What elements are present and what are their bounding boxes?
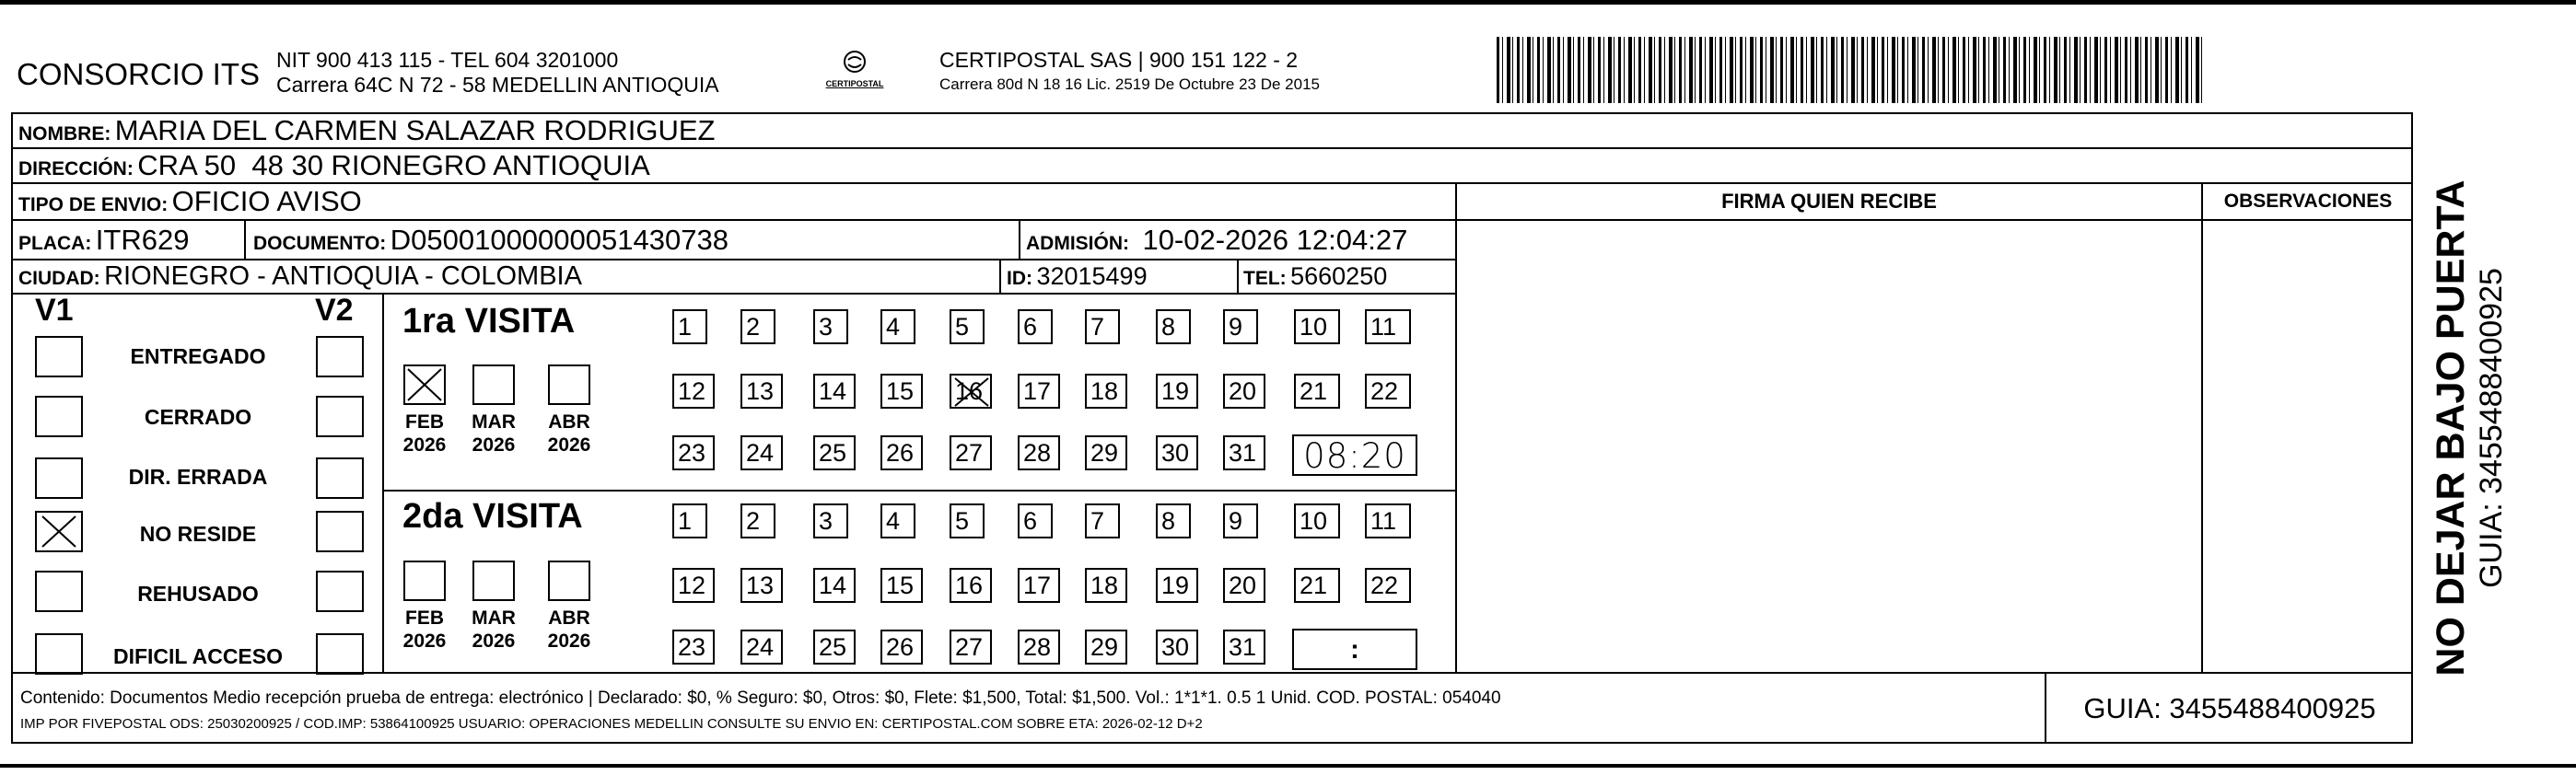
observaciones-header: OBSERVACIONES bbox=[2223, 191, 2393, 212]
month-label bbox=[466, 607, 521, 653]
month-label bbox=[542, 607, 597, 653]
row-line bbox=[11, 293, 1457, 295]
ciudad-label: CIUDAD: bbox=[18, 268, 100, 289]
v1-checkbox[interactable] bbox=[35, 457, 83, 499]
second-visit-title: 2da VISITA bbox=[402, 497, 583, 536]
day-box[interactable]: 27 bbox=[950, 435, 992, 470]
day-box[interactable]: 13 bbox=[740, 374, 783, 409]
tipo-label: TIPO DE ENVIO: bbox=[18, 194, 169, 215]
month-checkbox[interactable] bbox=[548, 364, 590, 405]
day-box[interactable]: 30 bbox=[1156, 435, 1198, 470]
admision-value: 10-02-2026 12:04:27 bbox=[1142, 224, 1408, 256]
month-name: FEB bbox=[405, 411, 444, 433]
second-visit-time-value: : bbox=[1350, 635, 1359, 665]
day-box[interactable]: 14 bbox=[813, 374, 856, 409]
day-box[interactable]: 4 bbox=[880, 309, 915, 344]
v2-checkbox[interactable] bbox=[316, 511, 364, 552]
day-box[interactable]: 9 bbox=[1223, 503, 1258, 538]
day-box[interactable]: 25 bbox=[813, 435, 856, 470]
day-box[interactable]: 25 bbox=[813, 630, 856, 665]
col-line bbox=[244, 219, 246, 259]
day-box[interactable]: 29 bbox=[1085, 435, 1127, 470]
nombre-row bbox=[18, 112, 715, 147]
v1-checkbox[interactable] bbox=[35, 633, 83, 675]
day-box[interactable]: 20 bbox=[1223, 568, 1265, 603]
month-year: 2026 bbox=[402, 434, 447, 456]
v2-checkbox[interactable] bbox=[316, 633, 364, 675]
footer-contenido: Contenido: Documentos Medio recepción prueba de entrega: electrónico | Declarado: $0, % Seguro: $0, Otros: $0, Flete: $1,500, Total: $1,500. Vol.: 1*1*1. 0.5 1 Unid. COD. POSTAL: 054040 bbox=[20, 688, 1501, 708]
col-line bbox=[999, 259, 1001, 293]
day-box[interactable]: 1 bbox=[672, 309, 707, 344]
v2-checkbox[interactable] bbox=[316, 457, 364, 499]
day-box[interactable]: 16 bbox=[950, 374, 992, 409]
day-box[interactable]: 9 bbox=[1223, 309, 1258, 344]
side-guia-text: GUIA: 3455488400925 bbox=[2474, 268, 2509, 588]
v2-heading: V2 bbox=[315, 293, 354, 328]
day-box[interactable]: 29 bbox=[1085, 630, 1127, 665]
carrier-logo-text: CERTIPOSTAL bbox=[825, 79, 884, 88]
day-box[interactable]: 24 bbox=[740, 630, 783, 665]
v2-checkbox[interactable] bbox=[316, 571, 364, 612]
month-name: MAR bbox=[472, 607, 516, 629]
documento-value: D05001000000051430738 bbox=[390, 224, 729, 256]
tel-cell bbox=[1243, 259, 1387, 293]
day-box[interactable]: 11 bbox=[1365, 309, 1411, 344]
tel-value: 5660250 bbox=[1290, 262, 1388, 290]
status-label: CERRADO bbox=[144, 405, 252, 429]
carrier-address: Carrera 80d N 18 16 Lic. 2519 De Octubre 23 De 2015 bbox=[939, 75, 1320, 93]
col-line bbox=[2201, 182, 2203, 672]
no-dejar-text: NO DEJAR BAJO PUERTA bbox=[2429, 179, 2473, 677]
v1-heading: V1 bbox=[35, 293, 74, 328]
month-year: 2026 bbox=[547, 434, 591, 456]
col-line bbox=[1455, 182, 1457, 672]
day-box[interactable]: 22 bbox=[1365, 568, 1411, 603]
carrier-logo bbox=[818, 46, 892, 101]
status-label: ENTREGADO bbox=[130, 344, 266, 368]
day-box[interactable]: 7 bbox=[1085, 503, 1120, 538]
day-box[interactable]: 27 bbox=[950, 630, 992, 665]
v1-checkbox[interactable] bbox=[35, 336, 83, 377]
day-box[interactable]: 31 bbox=[1223, 435, 1265, 470]
day-box[interactable]: 18 bbox=[1085, 568, 1127, 603]
day-box[interactable]: 12 bbox=[672, 568, 715, 603]
checked-x-icon bbox=[951, 376, 992, 409]
day-box[interactable]: 14 bbox=[813, 568, 856, 603]
footer-guia: GUIA: 3455488400925 bbox=[2083, 692, 2376, 724]
day-box[interactable]: 10 bbox=[1294, 309, 1340, 344]
month-year: 2026 bbox=[472, 630, 516, 652]
placa-label: PLACA: bbox=[18, 233, 92, 254]
direccion-row bbox=[18, 147, 650, 182]
status-label: DIR. ERRADA bbox=[128, 465, 268, 489]
day-box[interactable]: 15 bbox=[880, 374, 923, 409]
second-visit-time[interactable] bbox=[1292, 629, 1417, 670]
day-box[interactable]: 6 bbox=[1018, 309, 1053, 344]
col-line bbox=[1237, 259, 1239, 293]
v2-checkbox[interactable] bbox=[316, 396, 364, 437]
placa-cell bbox=[18, 219, 189, 259]
tel-label: TEL: bbox=[1243, 268, 1287, 289]
month-checkbox[interactable] bbox=[403, 364, 446, 405]
day-box[interactable]: 3 bbox=[813, 309, 848, 344]
day-box[interactable]: 11 bbox=[1365, 503, 1411, 538]
day-box[interactable]: 3 bbox=[813, 503, 848, 538]
bottom-rule bbox=[0, 764, 2576, 768]
day-box[interactable]: 17 bbox=[1018, 374, 1060, 409]
month-year: 2026 bbox=[547, 630, 591, 652]
id-value: 32015499 bbox=[1036, 262, 1148, 290]
day-box[interactable]: 23 bbox=[672, 435, 715, 470]
day-box[interactable]: 5 bbox=[950, 503, 985, 538]
day-box[interactable]: 19 bbox=[1156, 568, 1198, 603]
top-rule bbox=[0, 0, 2576, 5]
carrier-logo-icon bbox=[818, 46, 892, 101]
first-visit-time-value: 08:20 bbox=[1303, 436, 1406, 476]
day-box[interactable]: 30 bbox=[1156, 630, 1198, 665]
v1-checkbox[interactable] bbox=[35, 511, 83, 552]
day-box[interactable]: 17 bbox=[1018, 568, 1060, 603]
id-label: ID: bbox=[1007, 268, 1032, 289]
month-year: 2026 bbox=[402, 630, 447, 652]
day-box[interactable]: 26 bbox=[880, 630, 923, 665]
day-box[interactable]: 18 bbox=[1085, 374, 1127, 409]
month-year: 2026 bbox=[472, 434, 516, 456]
day-box[interactable]: 8 bbox=[1156, 309, 1191, 344]
checked-x-icon bbox=[405, 366, 444, 403]
month-checkbox[interactable] bbox=[472, 364, 515, 405]
month-name: ABR bbox=[548, 411, 590, 433]
day-box[interactable]: 21 bbox=[1294, 568, 1340, 603]
day-box[interactable]: 8 bbox=[1156, 503, 1191, 538]
v1-checkbox[interactable] bbox=[35, 396, 83, 437]
first-visit-title: 1ra VISITA bbox=[402, 302, 576, 341]
col-line bbox=[1019, 219, 1020, 259]
day-box[interactable]: 13 bbox=[740, 568, 783, 603]
carrier-line: CERTIPOSTAL SAS | 900 151 122 - 2 bbox=[939, 48, 1299, 72]
direccion-label: DIRECCIÓN: bbox=[18, 158, 134, 179]
month-checkbox[interactable] bbox=[548, 561, 590, 601]
nombre-value: MARIA DEL CARMEN SALAZAR RODRIGUEZ bbox=[114, 114, 716, 146]
tipo-row bbox=[18, 182, 362, 219]
day-box[interactable]: 16 bbox=[950, 568, 992, 603]
nombre-label: NOMBRE: bbox=[18, 123, 111, 145]
day-box[interactable]: 28 bbox=[1018, 435, 1060, 470]
footer-imp: IMP POR FIVEPOSTAL ODS: 25030200925 / COD.IMP: 53864100925 USUARIO: OPERACIONES MEDELLIN CONSULTE SU ENVIO EN: CERTIPOSTAL.COM SOBRE ETA: 2026-02-12 D+2 bbox=[20, 716, 1203, 732]
month-label bbox=[542, 411, 597, 457]
month-label bbox=[466, 411, 521, 457]
firma-header: FIRMA QUIEN RECIBE bbox=[1721, 190, 1937, 213]
documento-label: DOCUMENTO: bbox=[253, 233, 387, 254]
day-box[interactable]: 24 bbox=[740, 435, 783, 470]
month-name: MAR bbox=[472, 411, 516, 433]
visit-divider bbox=[382, 490, 1457, 492]
day-box[interactable]: 2 bbox=[740, 309, 775, 344]
day-box[interactable]: 28 bbox=[1018, 630, 1060, 665]
company-address: Carrera 64C N 72 - 58 MEDELLIN ANTIOQUIA bbox=[276, 73, 719, 97]
status-label: REHUSADO bbox=[137, 582, 259, 606]
day-box[interactable]: 22 bbox=[1365, 374, 1411, 409]
day-box[interactable]: 5 bbox=[950, 309, 985, 344]
day-box[interactable]: 31 bbox=[1223, 630, 1265, 665]
company-name: CONSORCIO ITS bbox=[17, 57, 261, 91]
barcode bbox=[1497, 37, 2206, 103]
day-box[interactable]: 6 bbox=[1018, 503, 1053, 538]
col-line bbox=[382, 293, 384, 672]
company-nit: NIT 900 413 115 - TEL 604 3201000 bbox=[276, 48, 619, 72]
ciudad-value: RIONEGRO - ANTIOQUIA - COLOMBIA bbox=[104, 261, 582, 291]
day-box[interactable]: 23 bbox=[672, 630, 715, 665]
status-label: NO RESIDE bbox=[139, 522, 257, 546]
admision-cell bbox=[1026, 219, 1407, 259]
month-label bbox=[397, 607, 452, 653]
day-box[interactable]: 26 bbox=[880, 435, 923, 470]
day-box[interactable]: 12 bbox=[672, 374, 715, 409]
checked-x-icon bbox=[37, 513, 81, 550]
v2-checkbox[interactable] bbox=[316, 336, 364, 377]
direccion-value: CRA 50 48 30 RIONEGRO ANTIOQUIA bbox=[137, 149, 650, 181]
month-checkbox[interactable] bbox=[403, 561, 446, 601]
day-box[interactable]: 7 bbox=[1085, 309, 1120, 344]
ciudad-cell bbox=[18, 259, 582, 293]
first-visit-time[interactable] bbox=[1292, 434, 1417, 476]
month-checkbox[interactable] bbox=[472, 561, 515, 601]
placa-value: ITR629 bbox=[95, 224, 190, 256]
documento-cell bbox=[253, 219, 729, 259]
v1-checkbox[interactable] bbox=[35, 571, 83, 612]
month-name: ABR bbox=[548, 607, 590, 629]
status-label: DIFICIL ACCESO bbox=[112, 644, 283, 668]
day-box[interactable]: 19 bbox=[1156, 374, 1198, 409]
month-name: FEB bbox=[405, 607, 444, 629]
day-box[interactable]: 4 bbox=[880, 503, 915, 538]
day-box[interactable]: 20 bbox=[1223, 374, 1265, 409]
day-box[interactable]: 1 bbox=[672, 503, 707, 538]
day-box[interactable]: 10 bbox=[1294, 503, 1340, 538]
month-label bbox=[397, 411, 452, 457]
side-text bbox=[2418, 121, 2537, 735]
day-box[interactable]: 15 bbox=[880, 568, 923, 603]
day-box[interactable]: 21 bbox=[1294, 374, 1340, 409]
day-box[interactable]: 2 bbox=[740, 503, 775, 538]
id-cell bbox=[1007, 259, 1148, 293]
admision-label: ADMISIÓN: bbox=[1026, 233, 1129, 254]
tipo-value: OFICIO AVISO bbox=[171, 185, 362, 217]
